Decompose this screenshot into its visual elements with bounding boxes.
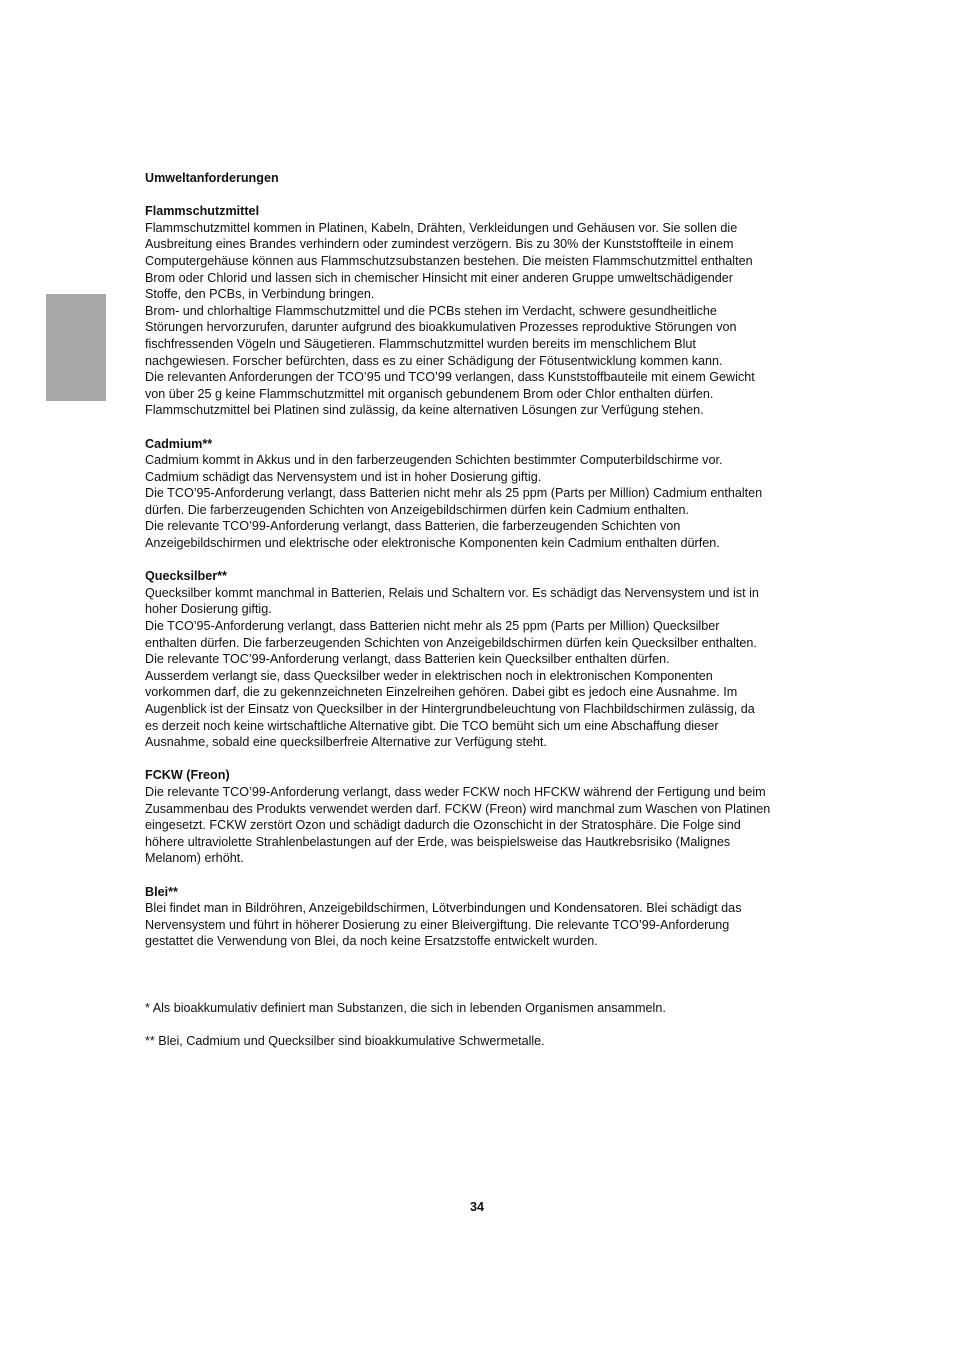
paragraph-line: eingesetzt. FCKW zerstört Ozon und schädigt dadurch die Ozonschicht in der Stratosphäre. Die Folge sind — [145, 818, 741, 833]
paragraph-line: Cadmium kommt in Akkus und in den farberzeugenden Schichten bestimmter Computerbildschirme vor. — [145, 453, 723, 468]
paragraph-line: Die TCO’95-Anforderung verlangt, dass Batterien nicht mehr als 25 ppm (Parts per Million) Quecksilber — [145, 619, 720, 634]
section-heading: FCKW (Freon) — [145, 768, 230, 783]
section-heading: Cadmium** — [145, 436, 213, 451]
section-heading: Flammschutzmittel — [145, 204, 260, 219]
paragraph-line: Computergehäuse können aus Flammschutzsubstanzen bestehen. Die meisten Flammschutzmittel enthalten — [145, 253, 753, 268]
chapter-marker-tab — [46, 294, 106, 401]
page-title: Umweltanforderungen — [145, 171, 279, 185]
paragraph-line: nachgewiesen. Forscher befürchten, dass es zu einer Schädigung der Fötusentwicklung kommen kann. — [145, 353, 723, 368]
paragraph-line: Ausnahme, sobald eine quecksilberfreie Alternative zur Verfügung steht. — [145, 735, 547, 750]
paragraph-line: Ausbreitung eines Brandes verhindern oder zumindest verzögern. Bis zu 30% der Kunststoffteile in einem — [145, 237, 734, 252]
paragraph-line: Flammschutzmittel kommen in Platinen, Kabeln, Drähten, Verkleidungen und Gehäusen vor. Sie sollen die — [145, 220, 738, 235]
footnote: ** Blei, Cadmium und Quecksilber sind bioakkumulative Schwermetalle. — [145, 1033, 545, 1048]
section-quecksilber — [145, 568, 825, 751]
paragraph-line: Die relevante TOC’99-Anforderung verlangt, dass Batterien kein Quecksilber enthalten dürfen. — [145, 652, 670, 667]
paragraph-line: Anzeigebildschirmen und elektrische oder elektronische Komponenten kein Cadmium enthalten dürfen. — [145, 536, 720, 551]
paragraph-line: gestattet die Verwendung von Blei, da noch keine Ersatzstoffe entwickelt wurden. — [145, 934, 598, 949]
section-heading: Blei** — [145, 884, 178, 899]
paragraph-line: Blei findet man in Bildröhren, Anzeigebildschirmen, Lötverbindungen und Kondensatoren. Blei schädigt das — [145, 901, 742, 916]
paragraph-line: von über 25 g keine Flammschutzmittel mit organisch gebundenem Brom oder Chlor enthalten dürfen. — [145, 386, 714, 401]
paragraph-line: Melanom) erhöht. — [145, 851, 244, 866]
paragraph-line: Die relevante TCO’99-Anforderung verlangt, dass Batterien, die farberzeugenden Schichten von — [145, 519, 681, 534]
section-blei — [145, 884, 825, 950]
paragraph-line: hoher Dosierung giftig. — [145, 602, 272, 617]
paragraph-line: Brom- und chlorhaltige Flammschutzmittel und die PCBs stehen im Verdacht, schwere gesundheitliche — [145, 303, 717, 318]
section-fckw — [145, 767, 825, 867]
paragraph-line: Ausserdem verlangt sie, dass Quecksilber weder in elektrischen noch in elektronischen Komponenten — [145, 668, 713, 683]
paragraph-line: Nervensystem und führt in höherer Dosierung zu einer Bleivergiftung. Die relevante TCO’99-Anforderung — [145, 917, 730, 932]
footnote: * Als bioakkumulativ definiert man Substanzen, die sich in lebenden Organismen ansammeln. — [145, 1000, 666, 1015]
footnotes — [145, 1000, 825, 1050]
paragraph-line: Flammschutzmittel bei Platinen sind zulässig, da keine alternativen Lösungen zur Verfügung stehen. — [145, 403, 704, 418]
paragraph-line: Brom oder Chlorid und lassen sich in chemischer Hinsicht mit einer anderen Gruppe umweltschädigender — [145, 270, 733, 285]
paragraph-line: vorkommen darf, die zu gekennzeichneten Einzelreihen gehören. Dabei gibt es jedoch eine Ausnahme. Im — [145, 685, 738, 700]
paragraph-line: höhere ultraviolette Strahlenbelastungen auf der Erde, was beispielsweise das Hautkrebsrisiko (Malignes — [145, 834, 731, 849]
section-cadmium — [145, 436, 825, 552]
page-number: 34 — [469, 1200, 484, 1214]
section-flammschutzmittel — [145, 203, 825, 419]
paragraph-line: Die relevanten Anforderungen der TCO’95 und TCO’99 verlangen, dass Kunststoffbauteile mit einem Gewicht — [145, 370, 755, 385]
paragraph-line: enthalten dürfen. Die farberzeugenden Schichten von Anzeigebildschirmen dürfen kein Quecksilber enthalten. — [145, 635, 757, 650]
paragraph-line: dürfen. Die farberzeugenden Schichten von Anzeigebildschirmen dürfen kein Cadmium enthalten. — [145, 502, 689, 517]
paragraph-line: fischfressenden Vögeln und Säugetieren. Flammschutzmittel wurden bereits im menschlichem Blut — [145, 336, 696, 351]
document-body — [145, 170, 825, 1066]
paragraph-line: Zusammenbau des Produkts verwendet werden darf. FCKW (Freon) wird manchmal zum Waschen von Platinen — [145, 801, 771, 816]
paragraph-line: es derzeit noch keine wirtschaftliche Alternative gibt. Die TCO bemüht sich um eine Abschaffung dieser — [145, 718, 719, 733]
section-heading: Quecksilber** — [145, 569, 227, 584]
paragraph-line: Augenblick ist der Einsatz von Quecksilber in der Hintergrundbeleuchtung von Flachbildschirmen zulässig, da — [145, 702, 755, 716]
paragraph-line: Störungen hervorzurufen, darunter aufgrund des bioakkumulativen Prozesses reproduktive Störungen von — [145, 320, 737, 335]
paragraph-line: Quecksilber kommt manchmal in Batterien, Relais und Schaltern vor. Es schädigt das Nervensystem und ist in — [145, 585, 759, 600]
paragraph-line: Cadmium schädigt das Nervensystem und ist in hoher Dosierung giftig. — [145, 469, 542, 484]
paragraph-line: Stoffe, den PCBs, in Verbindung bringen. — [145, 287, 375, 302]
paragraph-line: Die TCO’95-Anforderung verlangt, dass Batterien nicht mehr als 25 ppm (Parts per Million) Cadmium enthalten — [145, 486, 763, 501]
paragraph-line: Die relevante TCO’99-Anforderung verlangt, dass weder FCKW noch HFCKW während der Fertigung und beim — [145, 784, 766, 799]
